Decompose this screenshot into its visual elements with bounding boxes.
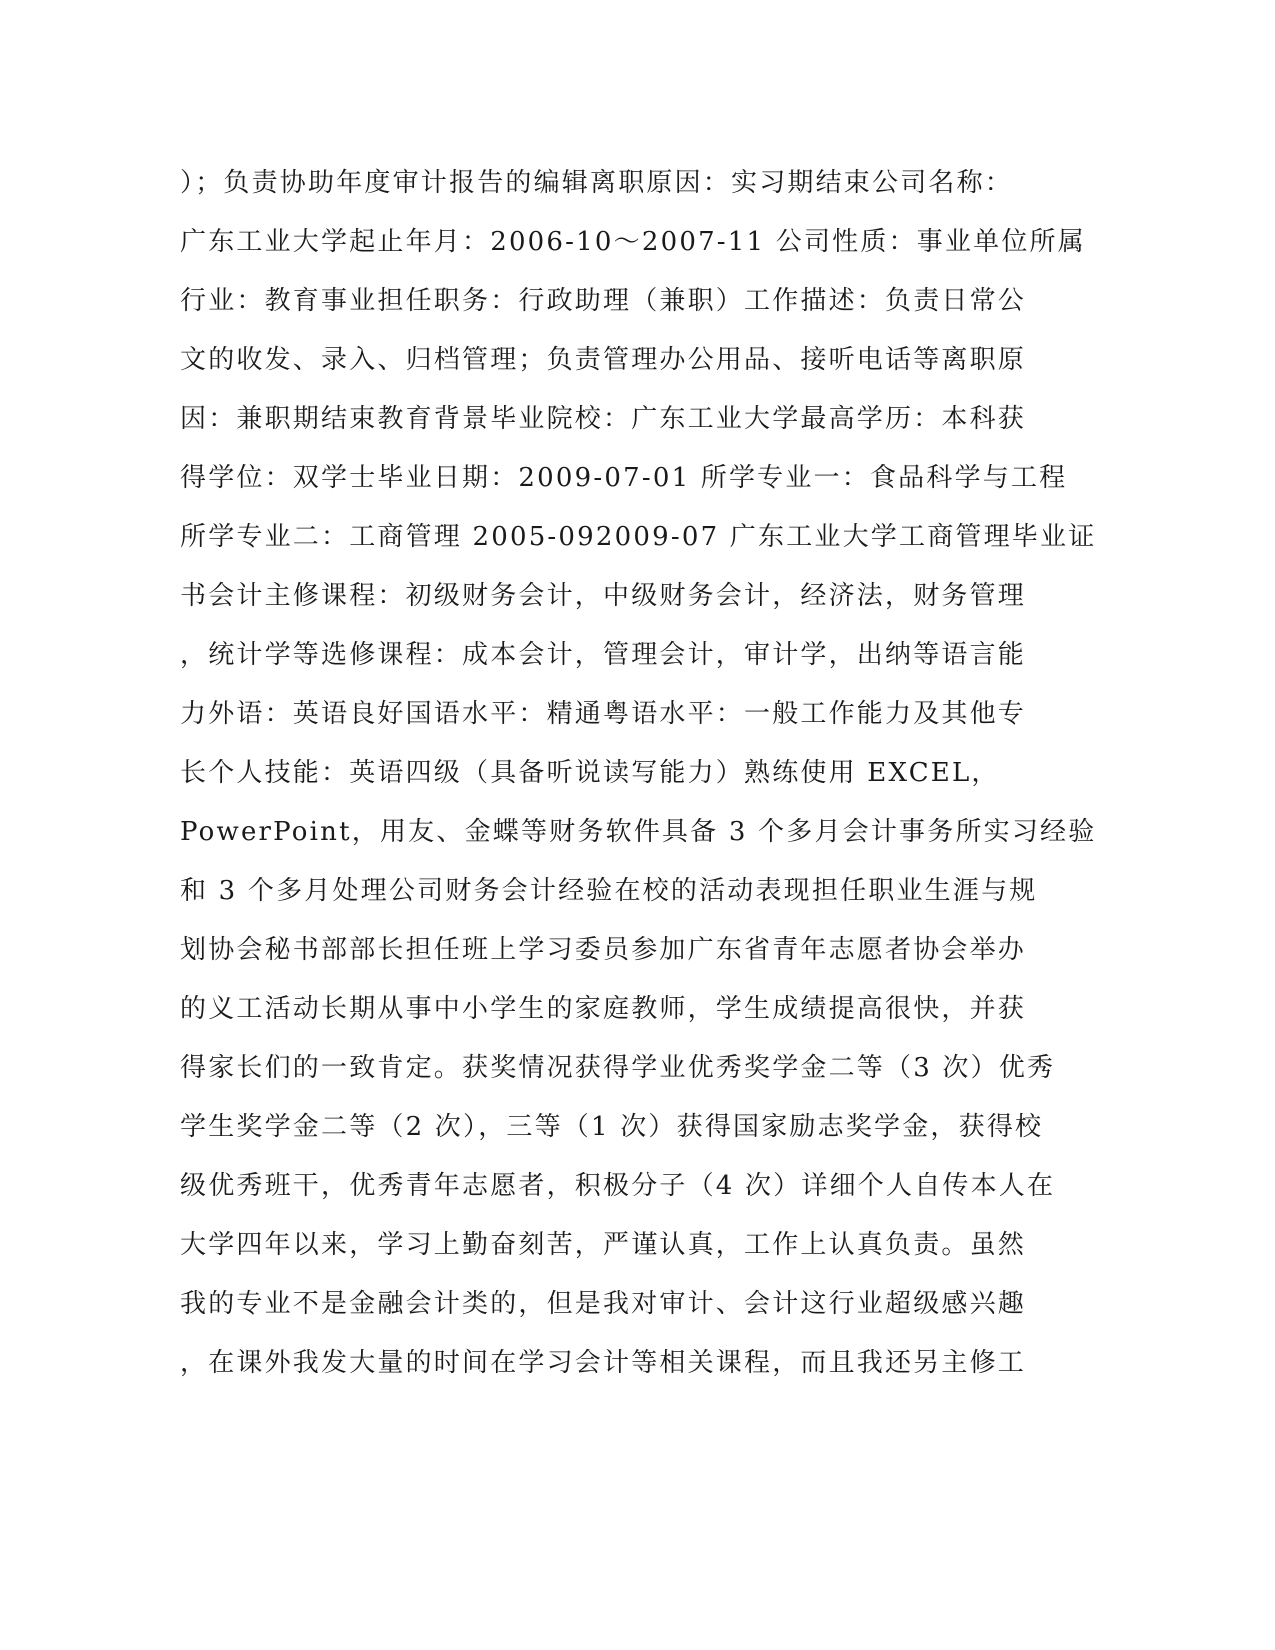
text-line-5: 因：兼职期结束教育背景毕业院校：广东工业大学最高学历：本科获 bbox=[180, 404, 1027, 434]
text-line-7: 所学专业二：工商管理 2005-092009-07 广东工业大学工商管理毕业证 bbox=[180, 522, 1097, 552]
text-line-11: 长个人技能：英语四级（具备听说读写能力）熟练使用 EXCEL， bbox=[180, 758, 1000, 788]
text-line-14: 划协会秘书部部长担任班上学习委员参加广东省青年志愿者协会举办 bbox=[180, 935, 1027, 965]
text-line-20: 我的专业不是金融会计类的，但是我对审计、会计这行业超级感兴趣 bbox=[180, 1289, 1027, 1319]
text-line-3: 行业：教育事业担任职务：行政助理（兼职）工作描述：负责日常公 bbox=[180, 286, 1027, 316]
text-line-18: 级优秀班干，优秀青年志愿者，积极分子（4 次）详细个人自传本人在 bbox=[180, 1171, 1056, 1201]
text-line-13: 和 3 个多月处理公司财务会计经验在校的活动表现担任职业生涯与规 bbox=[180, 876, 1038, 906]
text-line-9: ，统计学等选修课程：成本会计，管理会计，审计学，出纳等语言能 bbox=[180, 640, 1027, 670]
body-text bbox=[180, 163, 1097, 1402]
text-line-1: ）；负责协助年度审计报告的编辑离职原因：实习期结束公司名称： bbox=[180, 168, 1014, 198]
text-line-21: ，在课外我发大量的时间在学习会计等相关课程，而且我还另主修工 bbox=[180, 1348, 1027, 1378]
text-line-15: 的义工活动长期从事中小学生的家庭教师，学生成绩提高很快，并获 bbox=[180, 994, 1027, 1024]
text-line-12: PowerPoint，用友、金蝶等财务软件具备 3 个多月会计事务所实习经验 bbox=[180, 817, 1097, 847]
text-line-6: 得学位：双学士毕业日期：2009-07-01 所学专业一：食品科学与工程 bbox=[180, 463, 1068, 493]
text-line-10: 力外语：英语良好国语水平：精通粤语水平：一般工作能力及其他专 bbox=[180, 699, 1027, 729]
text-line-2: 广东工业大学起止年月：2006-10～2007-11 公司性质：事业单位所属 bbox=[180, 227, 1086, 257]
text-line-8: 书会计主修课程：初级财务会计，中级财务会计，经济法，财务管理 bbox=[180, 581, 1027, 611]
text-line-17: 学生奖学金二等（2 次），三等（1 次）获得国家励志奖学金，获得校 bbox=[180, 1112, 1044, 1142]
text-line-16: 得家长们的一致肯定。获奖情况获得学业优秀奖学金二等（3 次）优秀 bbox=[180, 1053, 1056, 1083]
text-line-19: 大学四年以来，学习上勤奋刻苦，严谨认真，工作上认真负责。虽然 bbox=[180, 1230, 1027, 1260]
text-line-4: 文的收发、录入、归档管理；负责管理办公用品、接听电话等离职原 bbox=[180, 345, 1027, 375]
